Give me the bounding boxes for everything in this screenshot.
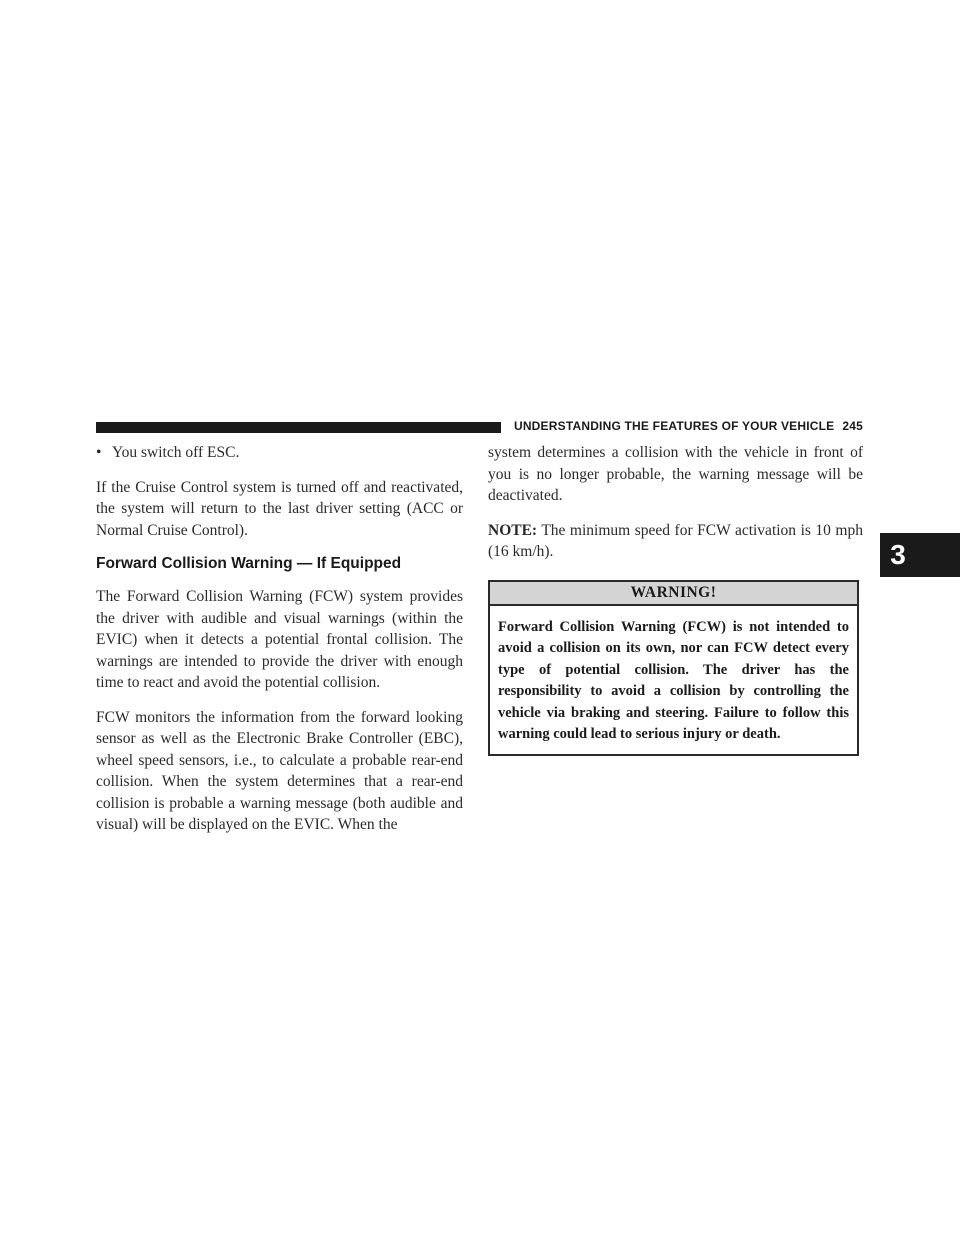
warning-body: Forward Collision Warning (FCW) is not intended to avoid a collision on its own, nor can FCW detect every type of potential collision. The driver has the responsibility to avoid a collision by controlling the vehicle via braking and steering. Failure to follow this warning could lead to serious injury or death.	[498, 618, 849, 742]
bullet-dot: •	[96, 444, 102, 461]
paragraph-fcw-monitor: FCW monitors the information from the forward looking sensor as well as the Electronic Brake Controller (EBC), wheel speed sensors, i.e., to calculate a probable rear-end collision. When the system determines that a rear-end collision is probable a warning message (both audible and visual) will be displayed on the EVIC. When the	[96, 708, 463, 833]
bullet-text: You switch off ESC.	[112, 444, 240, 461]
left-column	[96, 442, 463, 849]
section-title: UNDERSTANDING THE FEATURES OF YOUR VEHICLE	[513, 419, 835, 433]
note-paragraph	[488, 520, 863, 563]
bullet-item	[96, 442, 463, 464]
right-column	[488, 442, 863, 756]
note-text: The minimum speed for FCW activation is 10 mph (16 km/h).	[488, 521, 863, 560]
page-number: 245	[842, 419, 863, 433]
header-rule	[96, 422, 501, 433]
warning-title: WARNING!	[490, 582, 857, 606]
chapter-number: 3	[890, 539, 906, 570]
paragraph-continued: system determines a collision with the vehicle in front of you is no longer probable, the warning message will be deactivated.	[488, 444, 863, 504]
running-header	[508, 419, 863, 433]
note-label: NOTE:	[488, 521, 538, 539]
paragraph-fcw-intro: The Forward Collision Warning (FCW) system provides the driver with audible and visual warnings (within the EVIC) when it detects a potential frontal collision. The warnings are intended to provide the driver with enough time to react and avoid the potential collision.	[96, 588, 463, 691]
chapter-tab	[880, 533, 960, 577]
section-heading: Forward Collision Warning — If Equipped	[96, 555, 402, 572]
paragraph-cruise-control: If the Cruise Control system is turned off and reactivated, the system will return to the last driver setting (ACC or Normal Cruise Control).	[96, 478, 463, 539]
warning-box	[488, 580, 859, 756]
